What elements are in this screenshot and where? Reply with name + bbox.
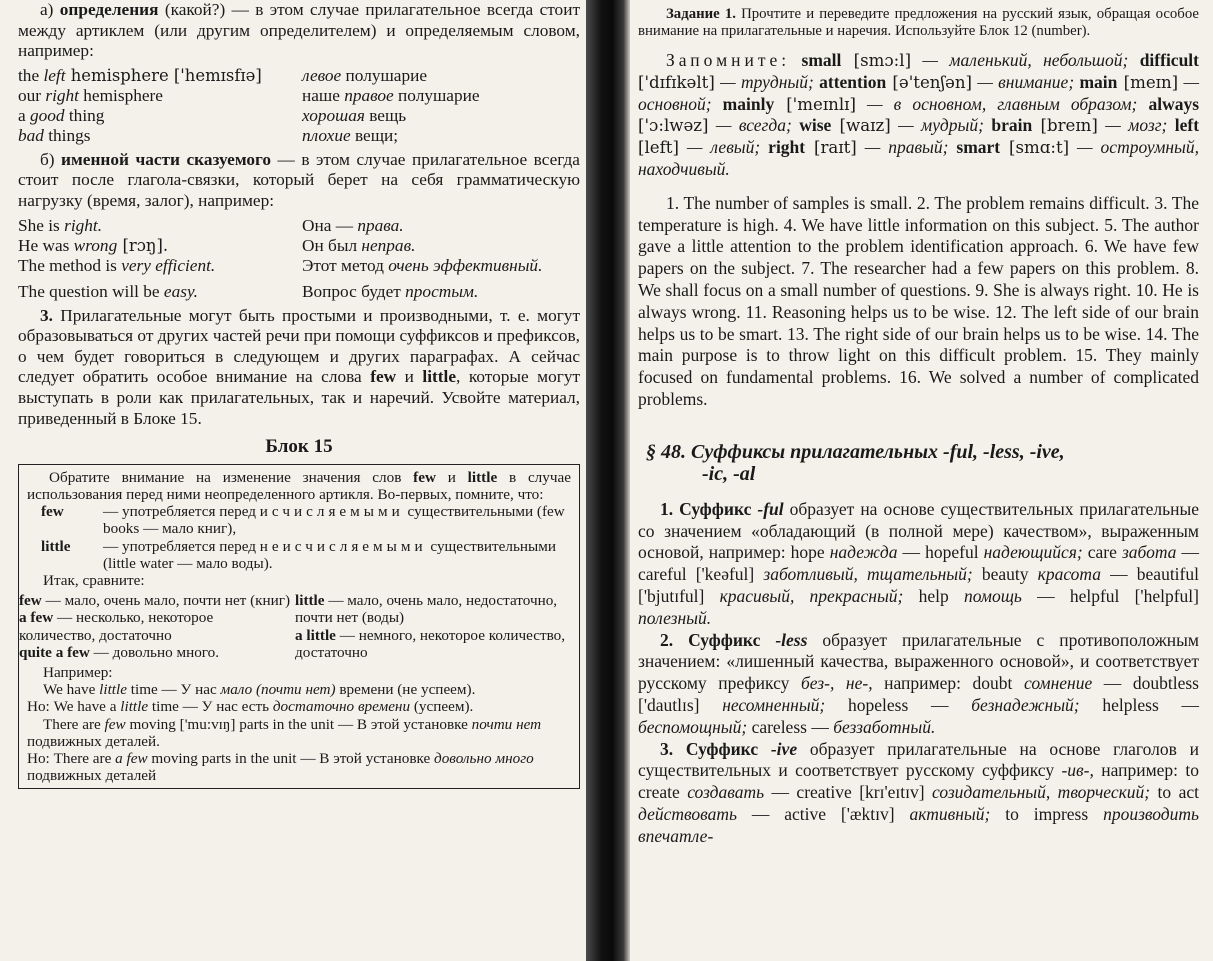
examples-b [18,216,580,302]
def-few-text: — употребляется перед исчисляемыми существительными (few books — мало книг), [103,503,565,538]
example-b2-en: He was wrong [rɔŋ]. [18,235,169,255]
blok-15-title: Блок 15 [265,436,333,458]
right-page [626,0,1213,961]
naprimer-label: Например: [43,663,113,681]
para-b-term: именной части сказуемого [61,149,272,169]
example-b1-en: She is right. [18,215,103,235]
definition-little [41,538,571,572]
paragraph-b [18,150,580,212]
example-a1-ru: левое полушарие [302,65,428,85]
def-few-term: few [41,503,64,521]
box-example-4: Но: There are a few moving parts in the unit — В этой установке довольно много подвижных деталей [27,749,534,785]
zadanie-label: Задание 1. [666,6,736,22]
example-b3-en: The method is very efficient. [18,255,216,275]
section-title-line-2: -ic, -al [702,462,756,485]
paragraph-suffix-less: 2. Суффикс -less образует прилагательные с противоположным значением: «лишенный качества, выраженного основой», и соответствует русскому префиксу без-, не-, например: doubt сомнение — doubtless ['dautlɪs] несомненный; hopeless — безнадежный; helpless — беспомощный; careless — беззаботный. [638,629,1200,737]
example-b4-en: The question will be easy. [18,281,198,301]
box-example-1: We have little time — У нас мало (почти нет) времени (не успеем). [43,681,476,699]
zapomnite-label: Запомните: [666,50,791,70]
paragraph-a [18,0,580,62]
example-a3-en: a good thing [18,105,105,125]
para-b-prefix: б) [40,149,62,169]
paragraph-3: 3. Прилагательные могут быть простыми и производными, т. е. могут образовываться от других частей речи при помощи суффиксов и префиксов, о чем будет говориться в следующем и других параграфах. А сейчас следует обратить особое внимание на слова few и little, которые могут выступать в роли как прилагательных, так и наречий. Усвойте материал, приведенный в Блоке 15. [18,305,581,428]
box-intro: Обратите внимание на изменение значения слов few и little в случае использования перед ними неопределенного артикля. Во-первых, помните, что: [27,468,571,503]
paragraph-suffix-ful: 1. Суффикс -ful образует на основе существительных прилагательные со значением «обладающий (в полной мере) качеством», выраженным основой, например: hope надежда — hopeful надеющийся; care забота — careful ['keəful] заботливый, тщательный; beauty красота — beautiful ['bjutɪful] красивый, прекрасный; help помощь — helpful ['helpful] полезный. [638,498,1199,628]
example-b3-ru: Этот метод очень эффективный. [302,255,543,275]
para-a-term: определения [59,0,159,19]
example-a2-ru: наше правое полушарие [302,85,480,105]
paragraph-suffix-ive: 3. Суффикс -ive образует прилагательные на основе глаголов и существительных и соответствует русскому суффиксу -ив-, например: to create создавать — creative [krɪ'eɪtɪv] созидательный, творческий; to act действовать — active ['æktɪv] активный; to impress производить впечатле- [638,738,1200,846]
left-page [0,0,590,961]
def-little-text: — употребляется перед неисчисляемыми существительными (little water — мало воды). [103,537,556,572]
example-b2-ru: Он был неправ. [302,235,416,255]
definition-few [41,503,571,537]
zadanie-1 [638,6,1199,40]
para-a-text: (какой?) — в этом случае прилагательное всегда стоит между артиклем (или другим определителем) и определяемым словом, например: [18,0,581,61]
zapomnite-block: Запомните: small [smɔ:l] — маленький, небольшой; difficult ['dɪfɪkəlt] — трудный; attention [ə'tenʃən] — внимание; main [meɪn] — основной; mainly ['meɪnlɪ] — в основном, главным образом; always ['ɔ:lwəz] — всегда; wise [waɪz] — мудрый; brain [breɪn] — мозг; left [left] — левый; right [raɪt] — правый; smart [smɑ:t] — остроумный, находчивый. [638,50,1200,179]
def-little-term: little [41,537,71,555]
zadanie-text: Прочтите и переведите предложения на русский язык, обращая особое внимание на прилагательные и наречия. Используйте Блок 12 (number). [638,6,1199,39]
example-a3-ru: хорошая вещь [302,105,407,125]
para-a-prefix: а) [40,0,60,19]
example-a2-en: our right hemisphere [18,85,163,105]
comparison-few: few — мало, очень мало, почти нет (книг) a few — несколько, некоторое количество, достаточно quite a few — довольно много. [19,592,291,661]
para-b-text: — в этом случае прилагательное всегда стоит после глагола-связки, который берет на себя грамматическую нагрузку (время, залог), например: [18,149,580,210]
example-a1-en: the left hemisphere ['hemɪsfɪə] [18,65,262,85]
blok-15-box [18,464,580,790]
box-example-2: Но: We have a little time — У нас есть достаточно времени (успеем). [27,698,474,716]
example-a4-ru: плохие вещи; [302,125,399,145]
book-gutter [586,0,630,961]
example-b1-ru: Она — права. [302,215,404,235]
section-title-line-1: § 48. Суффиксы прилагательных -ful, -less, -ive, [646,440,1065,463]
para-3-number: 3. [40,305,53,325]
section-48-title [646,441,1199,485]
exercise-sentences: 1. The number of samples is small. 2. The problem remains difficult. 3. The temperature is high. 4. We have little information on this subject. 5. The author gave a little attention to the problem identification approach. 6. We have few papers on the subject. 7. The researcher had a few papers on this problem. 8. We shall focus on a small number of questions. 9. She is always right. 10. He is always wrong. 11. Reasoning helps us to be wise. 12. The left side of our brain helps us to be smart. 13. The right side of our brain helps us to be wise. 14. The main purpose is to throw light on this difficult problem. 15. They mainly focused on fundamental problems. 16. We solved a number of complicated problems. [638,192,1199,409]
example-b4-ru: Вопрос будет простым. [302,281,479,301]
example-a4-en: bad things [18,125,91,145]
examples-a [18,66,580,146]
itak-label: Итак, сравните: [43,571,145,589]
comparison-grid [19,592,571,661]
box-example-3: There are few moving ['mu:vɪŋ] parts in the unit — В этой установке почти нет подвижных деталей. [27,715,542,750]
box-examples [27,681,571,784]
comparison-little: little — мало, очень мало, недостаточно, почти нет (воды) a little — немного, некоторое количество, достаточно [295,592,566,661]
